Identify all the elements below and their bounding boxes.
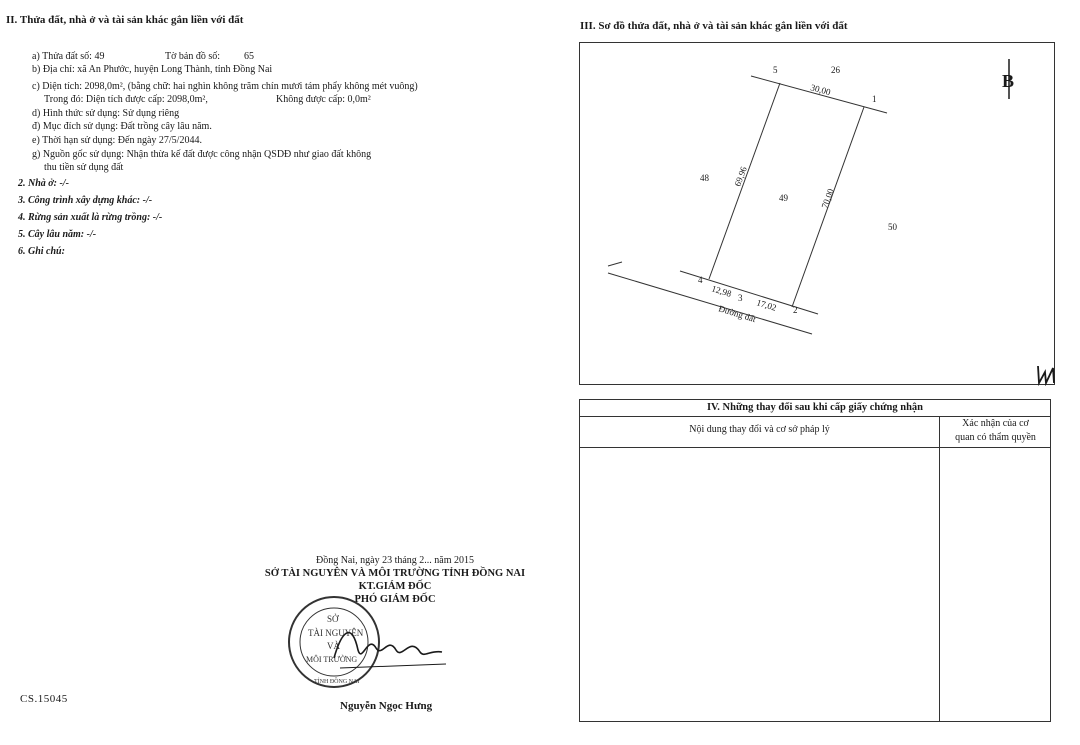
road-line (608, 273, 812, 334)
edge-top-length: 30,00 (809, 82, 832, 98)
point-label-4: 4 (698, 275, 703, 285)
usage-origin-cont: thu tiền sử dụng đất (44, 162, 124, 173)
column-divider (939, 447, 940, 721)
parcel-center: 49 (779, 193, 788, 203)
col-confirm-line-1: Xác nhận của cơ (962, 418, 1029, 429)
area-not-granted: Không được cấp: 0,0m² (276, 94, 371, 105)
stamp-text-3: VÀ (327, 641, 340, 651)
signature-icon (330, 612, 450, 672)
land-address: b) Địa chỉ: xã An Phước, huyện Long Thành, tỉnh Đồng Nai (32, 64, 273, 75)
map-sheet-value: 65 (244, 51, 254, 62)
parcel-diagram-svg (580, 43, 1056, 386)
construction-item: 3. Công trình xây dựng khác: -/- (18, 195, 153, 206)
land-area: c) Diện tích: 2098,0m², (bằng chữ: hai nghìn không trăm chín mươi tám phẩy không mét vuông) (32, 81, 418, 92)
edge-right-length: 70,00 (819, 187, 836, 210)
point-label-3: 3 (738, 293, 743, 303)
section-iii-title: III. Sơ đồ thửa đất, nhà ở và tài sản khác gắn liền với đất (580, 20, 848, 32)
handwritten-mark-icon (1034, 364, 1058, 386)
usage-purpose: đ) Mục đích sử dụng: Đất trồng cây lâu năm. (32, 121, 212, 132)
changes-table (579, 399, 1051, 722)
edge-left (709, 83, 780, 279)
parcel-right: 50 (888, 222, 897, 232)
point-label-2: 2 (793, 305, 798, 315)
edge-left-length: 69,96 (732, 165, 749, 188)
map-sheet-label: Tờ bản đồ số: (165, 51, 221, 62)
signer-title-1: KT.GIÁM ĐỐC (358, 581, 432, 592)
issue-date: Đồng Nai, ngày 23 tháng 2... năm 2015 (315, 555, 475, 566)
parcel-top: 26 (831, 65, 840, 75)
stamp-ring-text: TỈNH ĐỒNG NAI (314, 679, 360, 685)
section-ii-title: II. Thửa đất, nhà ở và tài sản khác gắn liền với đất (6, 14, 244, 26)
col-confirm-line-2: quan có thẩm quyền (955, 432, 1036, 443)
usage-term: e) Thời hạn sử dụng: Đến ngày 27/5/2044. (32, 135, 202, 146)
house-item: 2. Nhà ở: -/- (18, 178, 69, 189)
notes-item: 6. Ghi chú: (18, 246, 65, 257)
edge-bottom-left-length: 12,98 (710, 283, 733, 299)
section-iv-title: IV. Những thay đổi sau khi cấp giấy chứng nhận (580, 400, 1050, 417)
stamp-text-1: SỞ (327, 614, 339, 624)
road-upper (608, 262, 622, 266)
road-label: Đường đất (717, 303, 758, 325)
certificate-code: CS.15045 (20, 693, 68, 705)
usage-form: d) Hình thức sử dụng: Sử dụng riêng (32, 108, 180, 119)
signer-name: Nguyễn Ngọc Hưng (340, 700, 433, 712)
issuing-agency: SỞ TÀI NGUYÊN VÀ MÔI TRƯỜNG TỈNH ĐỒNG NAI (264, 568, 526, 579)
parcel-left: 48 (700, 173, 709, 183)
area-granted: Trong đó: Diện tích được cấp: 2098,0m², (44, 94, 208, 105)
forest-item: 4. Rừng sản xuất là rừng trồng: -/- (18, 212, 163, 223)
trees-item: 5. Cây lâu năm: -/- (18, 229, 97, 240)
north-symbol: B (1002, 71, 1015, 91)
section-ii (6, 14, 566, 26)
signature-block (230, 554, 560, 606)
col-content-header: Nội dung thay đổi và cơ sở pháp lý (580, 417, 940, 448)
signer-title-2: PHÓ GIÁM ĐỐC (354, 594, 436, 605)
usage-origin: g) Nguồn gốc sử dụng: Nhận thừa kế đất được công nhận QSDĐ như giao đất không (32, 149, 372, 160)
parcel-diagram (579, 42, 1055, 385)
col-confirm-header (940, 417, 1051, 448)
point-label-5: 5 (773, 65, 778, 75)
point-label-1: 1 (872, 94, 877, 104)
north-arrow-icon (1002, 59, 1014, 99)
parcel-number: a) Thửa đất số: 49 (32, 51, 105, 62)
edge-bottom-right-length: 17,02 (755, 297, 778, 313)
stamp-text-2: TÀI NGUYÊN (308, 628, 364, 638)
stamp-text-4: MÔI TRƯỜNG (306, 655, 358, 664)
